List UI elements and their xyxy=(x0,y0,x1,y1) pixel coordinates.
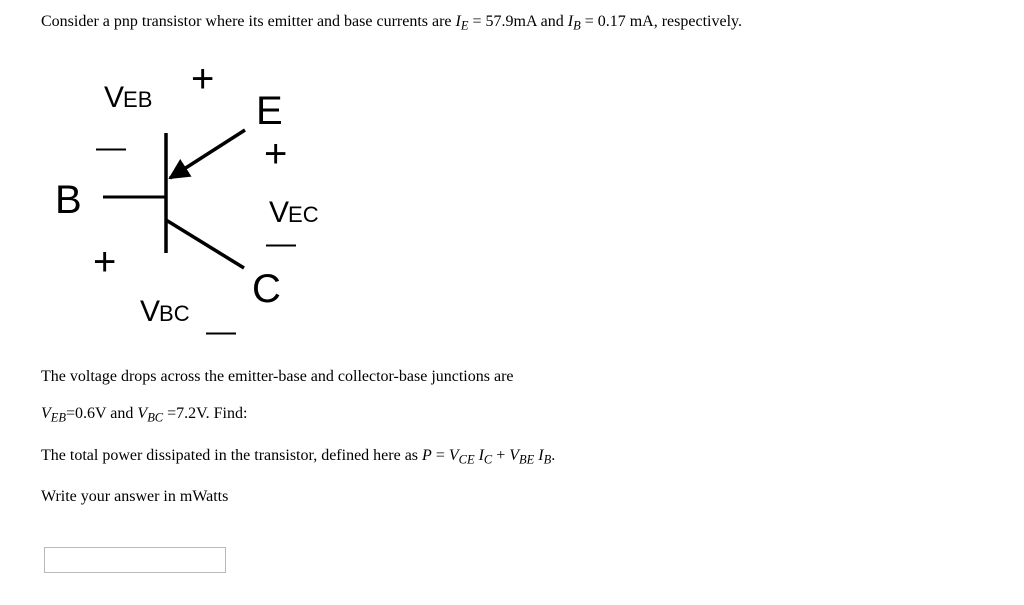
veb-plus-sign: + xyxy=(191,57,215,101)
answer-instruction: Write your answer in mWatts xyxy=(41,488,229,505)
junction-statement: The voltage drops across the emitter-base and collector-base junctions are xyxy=(41,368,514,385)
answer-input[interactable] xyxy=(44,547,226,573)
vec-plus-sign: + xyxy=(264,132,288,176)
veb-label: VEB xyxy=(104,81,153,114)
veb-minus-sign: — xyxy=(96,131,126,164)
vec-minus-sign: — xyxy=(266,227,296,260)
emitter-lead xyxy=(170,130,245,178)
vec-label: VEC xyxy=(269,196,319,229)
pnp-transistor-diagram xyxy=(0,0,400,350)
terminal-b: B xyxy=(55,178,82,222)
terminal-c: C xyxy=(252,267,281,311)
terminal-e: E xyxy=(256,89,283,133)
vbc-plus-sign: + xyxy=(93,240,117,284)
vbc-label: VBC xyxy=(140,295,190,328)
voltage-values: $V_{EB}=0.6V$ and $V_{BC} =7.2V$. Find: xyxy=(41,405,248,425)
collector-lead xyxy=(166,220,244,268)
ib-symbol: I xyxy=(567,13,574,30)
problem-statement: Consider a pnp transistor where its emitter and base currents are $I_E = 57.9mA$ and $I_B = 0.17$ mA, respectively. xyxy=(41,13,742,33)
ie-symbol: I xyxy=(455,13,461,30)
vbc-minus-sign: — xyxy=(206,315,236,348)
power-definition: The total power dissipated in the transistor, defined here as $P = V_{CE}$ $I_C + V_{BE}$ $I_B$. xyxy=(41,447,556,467)
